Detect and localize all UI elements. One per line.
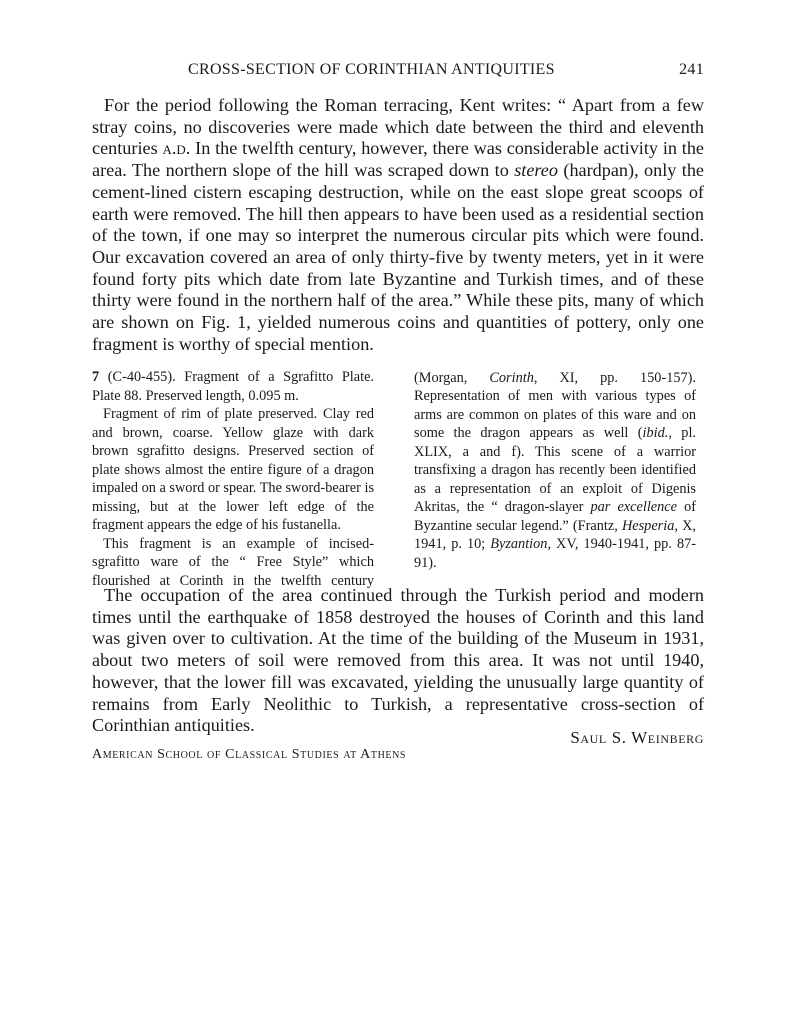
entry-heading [92,368,374,405]
closing-paragraph: The occupation of the area continued through the Turkish period and modern times until the earthquake of 1858 destroyed the houses of Corinth and this land was given over to cultivation. At the time of the building of the Museum in 1931, about two meters of soil were removed from this area. It was not until 1940, however, that the lower fill was excavated, yielding the unusually large quantity of remains from Early Neolithic to Turkish, a representative cross-section of Corinthian antiquities. [92,585,704,736]
commentary-continuation [414,368,696,572]
page-number: 241 [679,61,704,78]
commentary-text-2-cont: , XI, pp. 150-157). Representation of men with various types of arms are common on plates of this ware and on some the dragon appears as well ( [414,369,696,441]
intro-text-1: For the period following the Roman terracing, Kent writes: “ Apart from a few stray coins, no discoveries were made which date between the third and eleventh centuries [92,95,704,159]
intro-text-3: (hardpan), only the cement-lined cistern escaping destruction, while on the east slope great scoops of earth were removed. The hill then appears to have been used as a residential section of the town, if one may so interpret the numerous circular pits which were found. Our excavation covered an area of only thirty-five by twenty meters, yet in it were found forty pits which date from late Byzantine and Turkish times, and of these thirty were found in the northern half of the area.” While these pits, many of which are shown on Fig. 1, yielded numerous coins and quantities of pottery, only one fragment is worthy of special mention. [92,160,704,354]
commentary-hesperia-cont: Hesperia [621,517,675,534]
commentary-corinth-cont: Corinth [489,369,534,386]
intro-stereo: stereo [514,160,558,181]
running-header [92,61,704,85]
intro-paragraph [92,95,704,355]
left-column [92,368,374,590]
commentary-text-4-cont: of Byzantine secular legend.” (Frantz, [414,499,696,534]
running-title: CROSS-SECTION OF CORINTHIAN ANTIQUITIES [188,61,555,78]
commentary-ibid-cont: ibid. [642,425,669,441]
commentary-text-5-cont: , X, 1941, p. 10; [414,517,696,552]
intro-ad: a.d. [162,138,191,159]
entry-commentary [92,535,374,591]
commentary-text-6-cont: , XV, 1940-1941, pp. 87-91). [414,536,696,571]
commentary-byzantion-cont: Byzantion [490,536,548,552]
entry-number: 7 [92,369,100,385]
commentary-text-3-cont: , pl. XLIX, a and f). This scene of a warrior transfixing a dragon has recently been identified as a representation of an exploit of Digenis Akritas, the “ dragon-slayer [414,425,696,515]
commentary-text-1: This fragment is an example of incised-sgrafitto ware of the “ Free Style” which flourished at Corinth in the twelfth century [92,535,374,589]
intro-text-2: In the twelfth century, however, there was considerable activity in the area. The northern slope of the hill was scraped down to [92,138,704,181]
entry-description: Fragment of rim of plate preserved. Clay red and brown, coarse. Yellow glaze with dark brown sgrafitto designs. Preserved section of plate shows almost the entire figure of a dragon impaled on a sword or spear. The sword-bearer is missing, but at the lower left edge of the fragment appears the edge of his fustanella. [92,406,374,533]
author-affiliation: American School of Classical Studies at Athens [92,747,407,762]
author-signature: Saul S. Weinberg [570,728,704,747]
commentary-text-1-cont: (Morgan, [414,369,468,386]
entry-commentary-continued [414,368,696,572]
right-column [414,368,696,574]
commentary-par-excellence-cont: par excellence [590,499,677,515]
entry-heading-text: (C-40-455). Fragment of a Sgrafitto Plate. Plate 88. Preserved length, 0.095 m. [92,369,374,404]
